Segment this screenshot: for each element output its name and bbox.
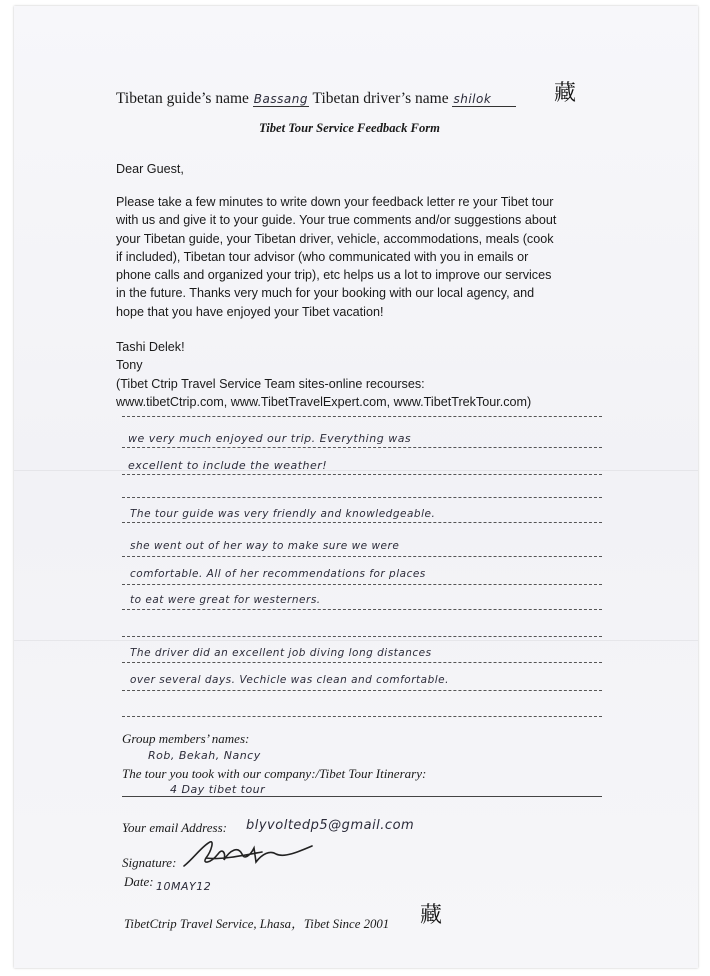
paragraph-line: Please take a few minutes to write down your feedback letter re your Tibet tour	[116, 195, 554, 209]
sender-name: Tony	[116, 358, 143, 373]
guide-name-label: Tibetan guide’s name	[116, 90, 249, 107]
feedback-rule	[122, 662, 602, 663]
feedback-handwriting-line: excellent to include the weather!	[128, 459, 328, 472]
signoff-text: Tashi Delek!	[116, 340, 185, 354]
signature-label: Signature:	[122, 855, 177, 870]
paragraph-line: if included), Tibetan tour advisor (who communicated with you in emails or	[116, 249, 529, 264]
salutation: Dear Guest,	[116, 162, 184, 176]
driver-name-label: Tibetan driver’s name	[312, 90, 449, 107]
feedback-rule	[122, 447, 602, 448]
feedback-handwriting-line: we very much enjoyed our trip. Everything was	[128, 432, 412, 445]
date-label: Date:	[124, 874, 154, 889]
feedback-handwriting-line: to eat were great for westerners.	[130, 594, 321, 606]
paragraph-line: hope that you have enjoyed your Tibet vacation!	[116, 304, 384, 319]
group-members-value: Rob, Bekah, Nancy	[148, 749, 261, 762]
feedback-rule	[122, 522, 602, 523]
paper-fold-line	[14, 470, 698, 471]
feedback-rule	[122, 636, 602, 637]
feedback-handwriting-line: she went out of her way to make sure we were	[130, 540, 400, 552]
team-line: (Tibet Ctrip Travel Service Team sites-online recourses:	[116, 376, 425, 391]
feedback-rule	[122, 584, 602, 585]
itinerary-rule	[122, 796, 602, 797]
intro-paragraph	[116, 193, 556, 321]
signature-scribble	[180, 836, 330, 874]
email-value: blyvoltedp5@gmail.com	[246, 818, 415, 833]
sites-line: www.tibetCtrip.com, www.TibetTravelExpert.com, www.TibetTrekTour.com)	[116, 394, 532, 409]
feedback-rule	[122, 497, 602, 498]
header-row	[116, 90, 516, 108]
group-members-label: Group members’ names:	[122, 731, 250, 746]
feedback-rule	[122, 474, 602, 475]
form-title: Tibet Tour Service Feedback Form	[259, 121, 440, 135]
tibet-seal-glyph: 藏	[554, 81, 577, 106]
paragraph-line: phone calls and organized your trip), etc helps us a lot to improve our services	[116, 268, 552, 283]
itinerary-value: 4 Day tibet tour	[170, 783, 266, 796]
feedback-rule	[122, 716, 602, 717]
footer-seal-glyph: 藏	[420, 903, 443, 928]
feedback-handwriting-line: The driver did an excellent job diving long distances	[130, 647, 432, 659]
feedback-rule	[122, 690, 602, 691]
feedback-rule	[122, 416, 602, 417]
driver-name-value: shilok	[452, 92, 516, 107]
itinerary-label: The tour you took with our company:/Tibet Tour Itinerary:	[122, 766, 427, 781]
guide-name-value: Bassang	[253, 92, 308, 106]
footer-company: TibetCtrip Travel Service, Lhasa，Tibet Since 2001	[124, 917, 390, 931]
letter-closing	[116, 338, 531, 411]
feedback-handwriting-line: over several days. Vechicle was clean and comfortable.	[130, 674, 449, 686]
email-label: Your email Address:	[122, 820, 227, 835]
feedback-handwriting-line: The tour guide was very friendly and knowledgeable.	[130, 508, 436, 520]
paper-fold-line	[14, 640, 698, 641]
paragraph-line: your Tibetan guide, your Tibetan driver, vehicle, accommodations, meals (cook	[116, 231, 554, 246]
feedback-handwriting-line: comfortable. All of her recommendations for places	[130, 568, 426, 580]
paragraph-line: in the future. Thanks very much for your booking with our local agency, and	[116, 286, 535, 301]
date-value: 10MAY12	[156, 880, 212, 893]
feedback-rule	[122, 556, 602, 557]
paragraph-line: with us and give it to your guide. Your true comments and/or suggestions about	[116, 213, 557, 228]
feedback-rule	[122, 609, 602, 610]
